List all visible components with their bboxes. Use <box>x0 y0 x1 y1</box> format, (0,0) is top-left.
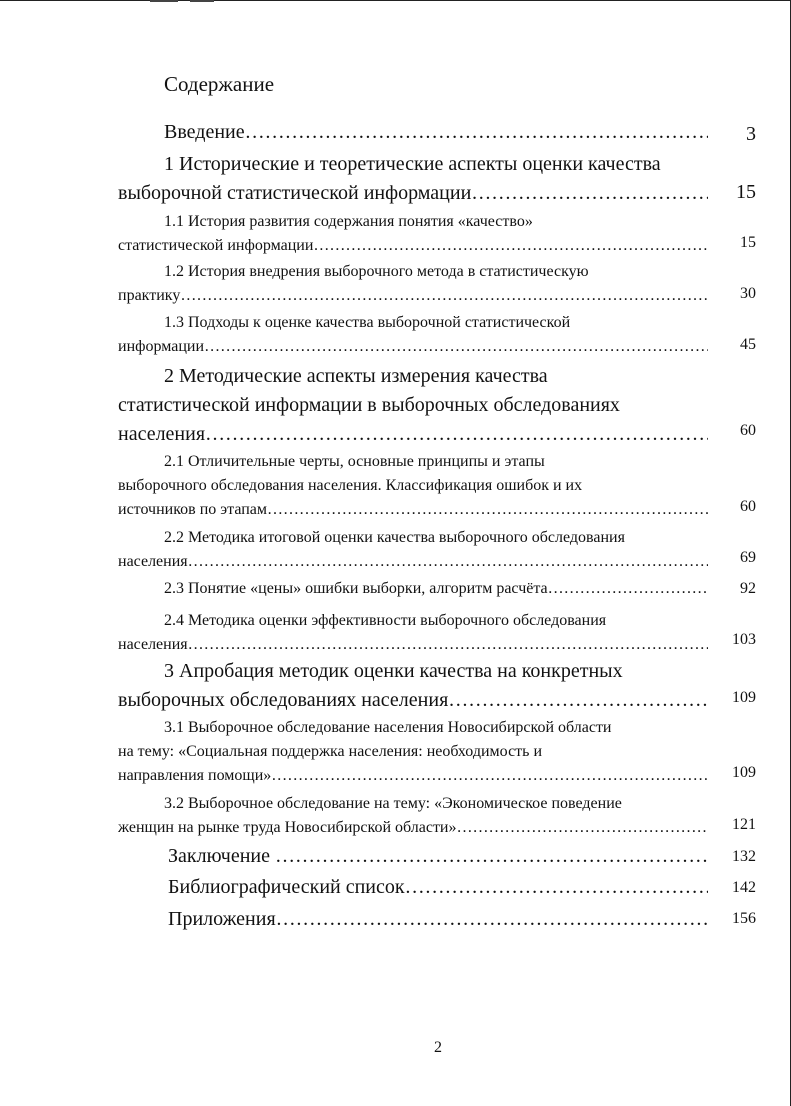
leader-dots <box>188 550 708 574</box>
toc-entry-3-2[interactable] <box>118 792 708 840</box>
toc-entry-text: 2.4 Методика оценки эффективности выборочного обследования <box>164 612 607 629</box>
toc-page-number: 60 <box>740 422 756 439</box>
page-number: 2 <box>434 1039 442 1056</box>
toc-page-number: 156 <box>732 910 756 927</box>
toc-entry-introduction[interactable] <box>118 118 708 147</box>
toc-entry-chapter-1[interactable] <box>118 150 708 208</box>
toc-page-number: 103 <box>732 631 756 648</box>
scan-mark <box>150 0 178 2</box>
leader-dots <box>405 873 708 902</box>
toc-page-number: 109 <box>732 689 756 706</box>
toc-entry-conclusion[interactable] <box>118 842 708 871</box>
toc-entry-text: выборочной статистической информации <box>118 182 472 204</box>
toc-entry-text: источников по этапам <box>118 501 268 518</box>
leader-dots <box>448 686 708 715</box>
toc-entry-text: практику <box>118 287 181 304</box>
leader-dots <box>275 842 708 871</box>
toc-entry-chapter-3[interactable] <box>118 657 708 715</box>
leader-dots <box>276 905 708 934</box>
toc-page-number: 132 <box>732 848 756 865</box>
leader-dots <box>313 234 708 258</box>
toc-entry-text: направления помощи» <box>118 767 272 784</box>
toc-page-number: 15 <box>736 181 756 203</box>
toc-entry-2-1[interactable] <box>118 450 708 522</box>
toc-page-number: 69 <box>740 549 756 566</box>
leader-dots <box>180 284 708 308</box>
leader-dots <box>271 764 708 788</box>
toc-page-number: 15 <box>740 234 756 251</box>
toc-entry-text: 1.2 История внедрения выборочного метода в статистическую <box>164 263 589 280</box>
toc-entry-text: 1.3 Подходы к оценке качества выборочной статистической <box>164 314 571 331</box>
toc-entry-text: Приложения <box>168 908 276 930</box>
toc-page-number: 30 <box>740 285 756 302</box>
leader-dots <box>267 498 708 522</box>
toc-page-number: 3 <box>746 123 756 145</box>
toc-entry-chapter-2[interactable] <box>118 362 708 449</box>
toc-entry-text: 1 Исторические и теоретические аспекты оценки качества <box>164 153 661 175</box>
toc-page-number: 60 <box>740 498 756 515</box>
toc-entry-text: 3.1 Выборочное обследование населения Новосибирской области <box>164 719 612 736</box>
toc-entry-1-1[interactable] <box>118 210 708 258</box>
toc-entry-text: населения <box>118 553 188 570</box>
leader-dots <box>245 118 708 147</box>
toc-entry-bibliography[interactable] <box>118 873 708 902</box>
toc-entry-text: статистической информации <box>118 237 314 254</box>
leader-dots <box>188 633 708 657</box>
toc-entry-text: 3.2 Выборочное обследование на тему: «Экономическое поведение <box>164 795 622 812</box>
toc-entry-text: населения <box>118 423 206 445</box>
toc-entry-text: женщин на рынке труда Новосибирской области» <box>118 819 457 836</box>
leader-dots <box>457 816 709 840</box>
toc-entry-2-2[interactable] <box>118 526 708 574</box>
toc-entry-text: статистической информации в выборочных обследованиях <box>118 394 620 416</box>
toc-entry-text: 3 Апробация методик оценки качества на конкретных <box>164 660 623 682</box>
toc-entry-1-3[interactable] <box>118 311 708 359</box>
leader-dots <box>204 335 708 359</box>
toc-page-number: 45 <box>740 336 756 353</box>
leader-dots <box>548 577 708 601</box>
toc-entry-text: выборочных обследованиях населения <box>118 689 449 711</box>
toc-page-number: 109 <box>732 764 756 781</box>
toc-entry-3-1[interactable] <box>118 716 708 788</box>
toc-entry-text: 2.2 Методика итоговой оценки качества выборочного обследования <box>164 529 625 546</box>
toc-page-number: 142 <box>732 879 756 896</box>
toc-entry-2-3[interactable] <box>118 577 708 601</box>
toc-entry-appendices[interactable] <box>118 905 708 934</box>
toc-entry-text: выборочного обследования населения. Классификация ошибок и их <box>118 477 583 494</box>
leader-dots <box>471 179 708 208</box>
toc-entry-2-4[interactable] <box>118 609 708 657</box>
toc-entry-text: 2.1 Отличительные черты, основные принципы и этапы <box>164 453 545 470</box>
toc-entry-text: населения <box>118 636 188 653</box>
toc-entry-text: 2.3 Понятие «цены» ошибки выборки, алгоритм расчёта <box>164 580 548 597</box>
scan-mark <box>190 0 214 2</box>
toc-page-number: 92 <box>740 580 756 597</box>
toc-entry-text: Введение <box>164 121 245 143</box>
toc-entry-1-2[interactable] <box>118 260 708 308</box>
page-title: Содержание <box>164 72 275 96</box>
leader-dots <box>205 420 708 449</box>
toc-entry-text: 1.1 История развития содержания понятия «качество» <box>164 213 533 230</box>
toc-entry-text: 2 Методические аспекты измерения качества <box>164 365 548 387</box>
toc-entry-text: на тему: «Социальная поддержка населения: необходимость и <box>118 743 543 760</box>
scan-border-top <box>0 0 791 1</box>
toc-page-number: 121 <box>732 816 756 833</box>
toc-entry-text: Заключение <box>168 845 270 867</box>
toc-entry-text: Библиографический список <box>168 876 405 898</box>
toc-entry-text: информации <box>118 338 205 355</box>
